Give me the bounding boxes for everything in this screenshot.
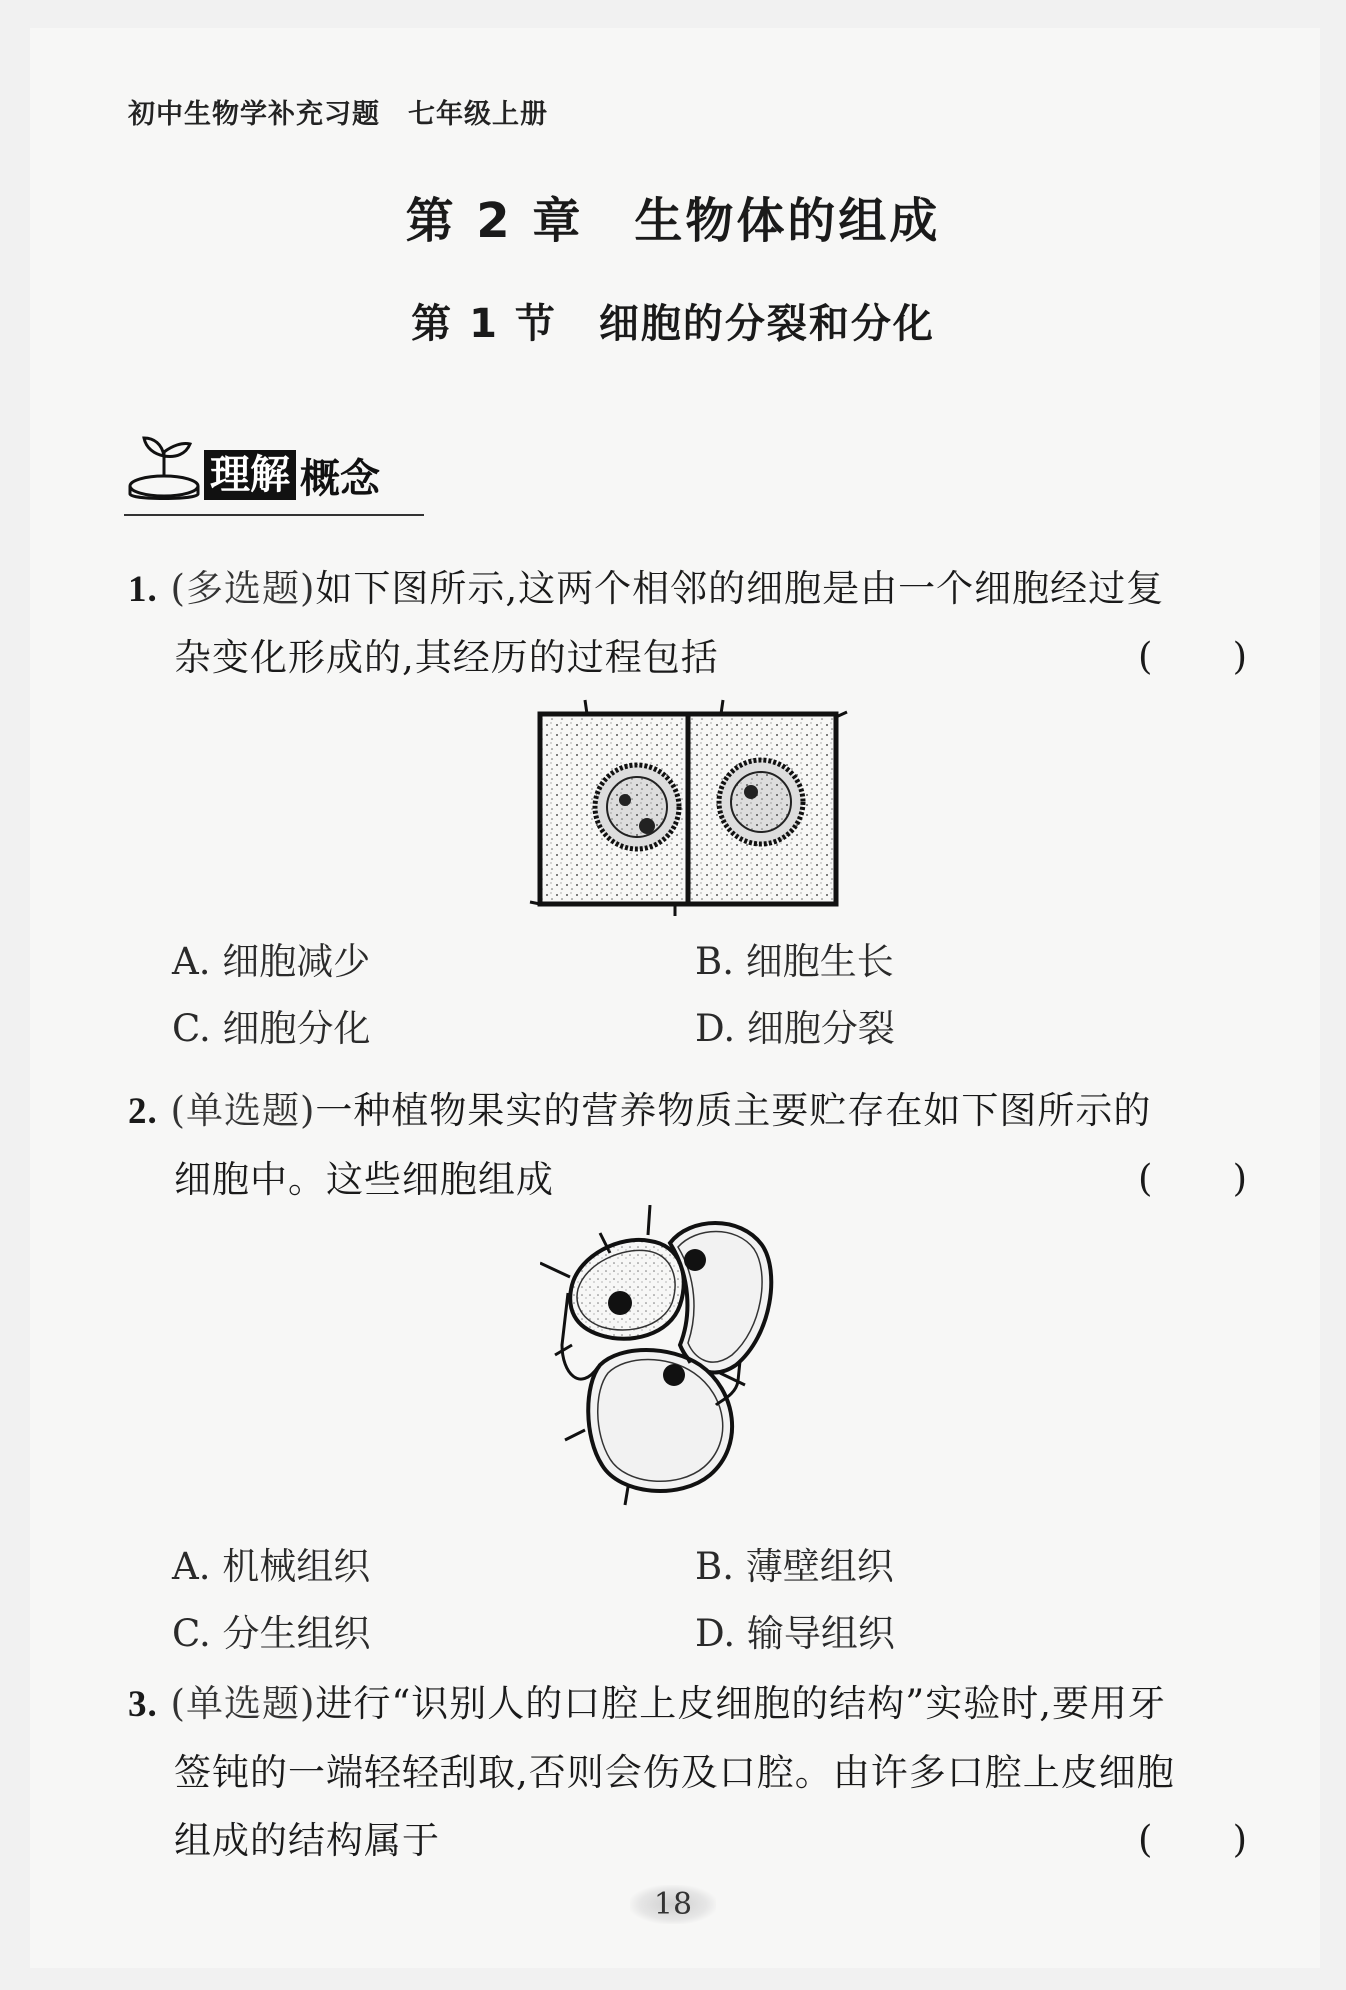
option-a[interactable]: A. 机械组织 bbox=[172, 1545, 371, 1588]
section-banner bbox=[124, 428, 424, 518]
option-b[interactable]: B. 细胞生长 bbox=[695, 940, 894, 983]
banner-underline bbox=[124, 514, 424, 516]
question-text-line2: 签钝的一端轻轻刮取,否则会伤及口腔。由许多口腔上皮细胞 bbox=[174, 1751, 1175, 1794]
question-type: (单选题) bbox=[170, 1682, 316, 1725]
running-header: 初中生物学补充习题 七年级上册 bbox=[128, 99, 548, 130]
question-number: 3. bbox=[128, 1684, 158, 1725]
option-b[interactable]: B. 薄壁组织 bbox=[695, 1545, 894, 1588]
question-1 bbox=[128, 555, 1248, 691]
question-text-line1: 一种植物果实的营养物质主要贮存在如下图所示的 bbox=[315, 1089, 1152, 1132]
seedling-dish-icon bbox=[124, 428, 204, 508]
section-title: 第 1 节 细胞的分裂和分化 bbox=[411, 301, 935, 347]
question-text-line3: 组成的结构属于 bbox=[174, 1819, 440, 1862]
question-type: (多选题) bbox=[170, 567, 316, 610]
banner-highlight: 理解 bbox=[204, 450, 296, 500]
parenchyma-cells-figure bbox=[540, 1205, 805, 1515]
answer-parentheses[interactable]: ( ) bbox=[1138, 1818, 1248, 1861]
question-text-line2: 杂变化形成的,其经历的过程包括 bbox=[174, 636, 719, 679]
page-number: 18 bbox=[0, 1885, 1346, 1924]
dividing-cells-figure bbox=[525, 692, 850, 920]
banner-text: 概念 bbox=[300, 455, 380, 502]
answer-parentheses[interactable]: ( ) bbox=[1138, 1157, 1248, 1200]
question-number: 1. bbox=[128, 569, 158, 610]
chapter-title: 第 2 章 生物体的组成 bbox=[405, 193, 941, 249]
question-text-line1: 进行“识别人的口腔上皮细胞的结构”实验时,要用牙 bbox=[315, 1682, 1166, 1725]
question-2 bbox=[128, 1077, 1248, 1213]
option-d[interactable]: D. 输导组织 bbox=[695, 1612, 895, 1655]
question-3 bbox=[128, 1670, 1248, 1874]
answer-parentheses[interactable]: ( ) bbox=[1138, 635, 1248, 678]
question-text-line2: 细胞中。这些细胞组成 bbox=[174, 1158, 554, 1201]
option-a[interactable]: A. 细胞减少 bbox=[172, 940, 371, 983]
option-d[interactable]: D. 细胞分裂 bbox=[695, 1007, 895, 1050]
question-text-line1: 如下图所示,这两个相邻的细胞是由一个细胞经过复 bbox=[315, 567, 1165, 610]
question-type: (单选题) bbox=[170, 1089, 316, 1132]
option-c[interactable]: C. 分生组织 bbox=[172, 1612, 371, 1655]
option-c[interactable]: C. 细胞分化 bbox=[172, 1007, 371, 1050]
question-number: 2. bbox=[128, 1091, 158, 1132]
